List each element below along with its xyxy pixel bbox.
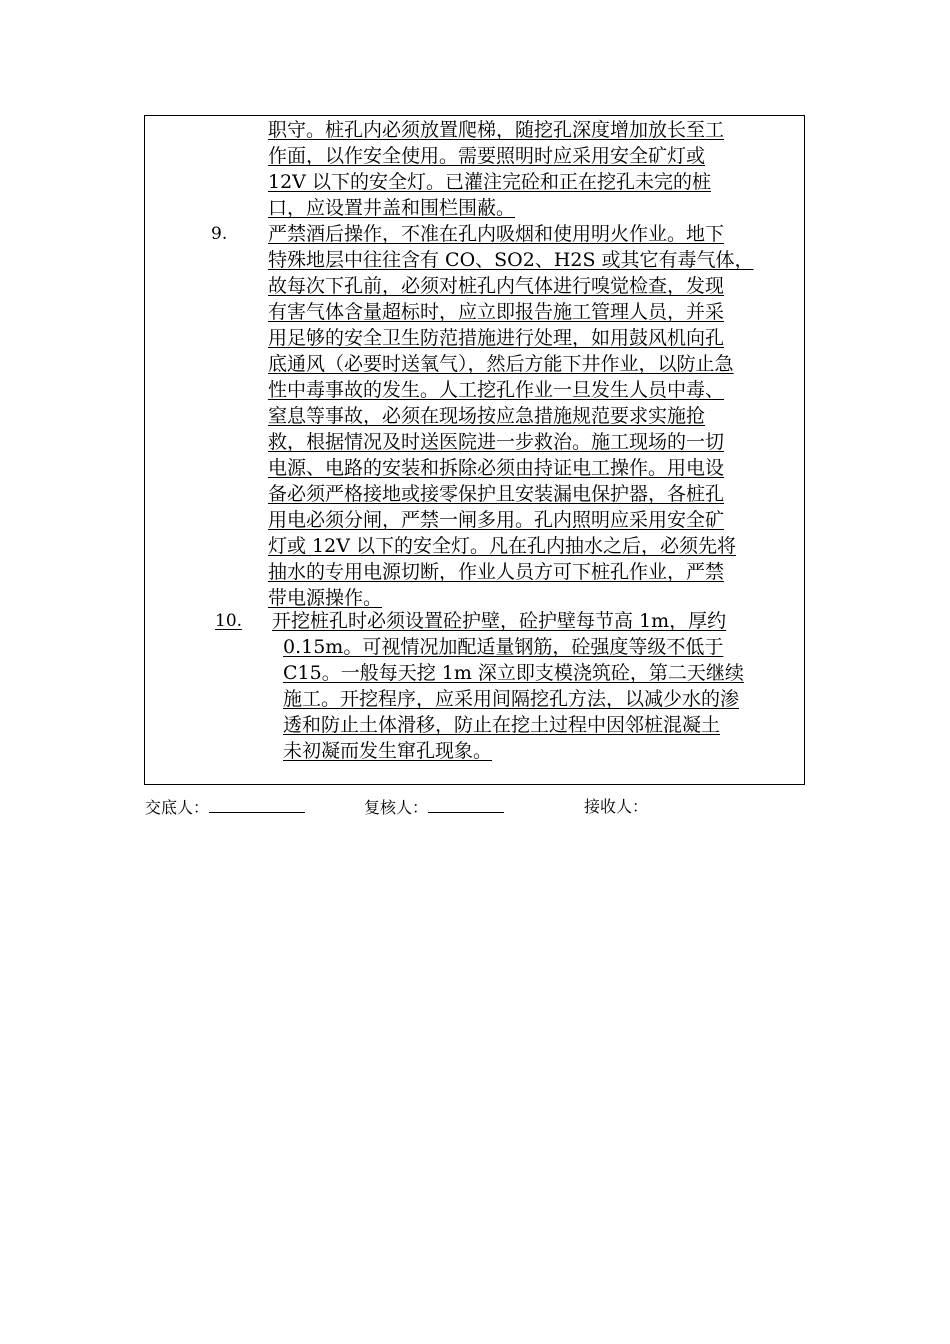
item-9-line: 特殊地层中往往含有 CO、SO2、H2S 或其它有毒气体， [268, 249, 754, 271]
receiver-signature [584, 796, 648, 818]
item-9-line: 严禁酒后操作，不准在孔内吸烟和使用明火作业。地下 [268, 223, 725, 245]
item-10-line: 0.15m。可视情况加配适量钢筋，砼强度等级不低于 [283, 636, 724, 658]
handover-signature [145, 796, 305, 819]
item-9-line: 抽水的专用电源切断，作业人员方可下桩孔作业，严禁 [268, 561, 725, 583]
item-9-line: 用电必须分闸，严禁一闸多用。孔内照明应采用安全矿 [268, 509, 725, 531]
item-9-line: 底通风（必要时送氧气），然后方能下井作业，以防止急 [268, 353, 734, 375]
receiver-label: 接收人： [584, 797, 649, 816]
handover-blank[interactable] [209, 796, 305, 813]
item-10-line: 开挖桩孔时必须设置砼护壁，砼护壁每节高 1m，厚约 [272, 610, 727, 632]
item-9-line: 窒息等事故，必须在现场按应急措施规范要求实施抢 [268, 405, 706, 427]
item-10-line: 未初凝而发生窜孔现象。 [283, 740, 493, 762]
item-10-line: 透和防止土体滑移，防止在挖土过程中因邻桩混凝土 [283, 714, 721, 736]
item-9-line: 用足够的安全卫生防范措施进行处理，如用鼓风机向孔 [268, 327, 725, 349]
item-9-line: 灯或 12V 以下的安全灯。凡在孔内抽水之后，必须先将 [268, 535, 736, 557]
paragraph-line: 作面，以作安全使用。需要照明时应采用安全矿灯或 [268, 145, 706, 167]
paragraph-line: 口，应设置井盖和围栏围蔽。 [268, 197, 516, 219]
item-number-9: 9. [211, 224, 228, 244]
reviewer-signature [364, 796, 504, 819]
item-9-line: 电源、电路的安装和拆除必须由持证电工操作。用电设 [268, 457, 725, 479]
item-9-line: 带电源操作。 [268, 587, 383, 609]
item-9-line: 救，根据情况及时送医院进一步救治。施工现场的一切 [268, 431, 725, 453]
item-9-line: 备必须严格接地或接零保护且安装漏电保护器，各桩孔 [268, 483, 725, 505]
item-9-line: 故每次下孔前，必须对桩孔内气体进行嗅觉检查，发现 [268, 275, 725, 297]
handover-label: 交底人： [145, 798, 210, 817]
item-10-line: C15。一般每天挖 1m 深立即支模浇筑砼，第二天继续 [283, 662, 744, 684]
item-10-line: 施工。开挖程序，应采用间隔挖孔方法，以减少水的渗 [283, 688, 740, 710]
paragraph-line: 12V 以下的安全灯。已灌注完砼和正在挖孔未完的桩 [268, 171, 711, 193]
reviewer-label: 复核人： [364, 798, 429, 817]
item-number-10: 10. [215, 611, 243, 631]
paragraph-line: 职守。桩孔内必须放置爬梯，随挖孔深度增加放长至工 [268, 119, 725, 141]
reviewer-blank[interactable] [428, 796, 504, 813]
item-9-line: 性中毒事故的发生。人工挖孔作业一旦发生人员中毒、 [268, 379, 725, 401]
item-9-line: 有害气体含量超标时，应立即报告施工管理人员，并采 [268, 301, 725, 323]
